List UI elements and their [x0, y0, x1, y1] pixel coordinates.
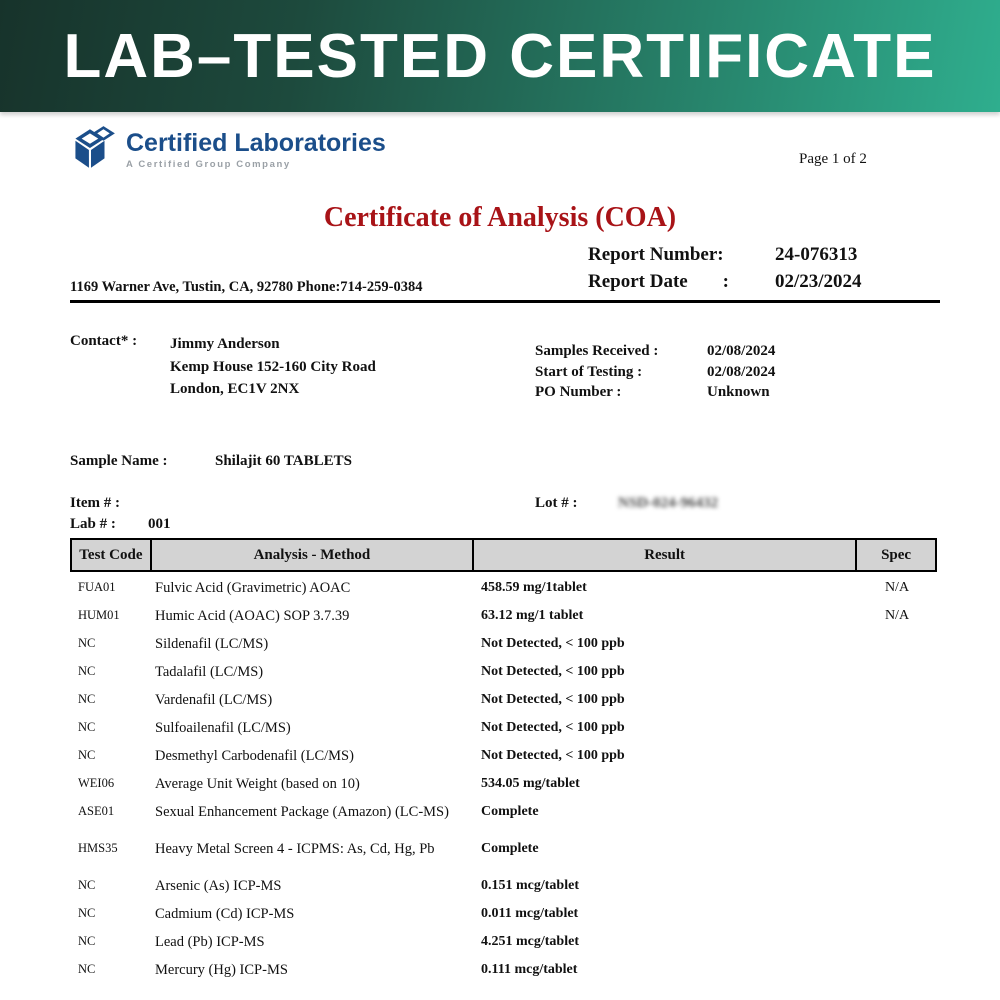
table-row — [70, 902, 937, 930]
start-of-testing-label: Start of Testing : — [535, 363, 643, 380]
cell-test-code: NC — [78, 636, 96, 650]
sample-name-label: Sample Name : — [70, 453, 168, 469]
item-number-label: Item # : — [70, 495, 120, 511]
start-of-testing-value: 02/08/2024 — [707, 363, 776, 380]
cell-result: Not Detected, < 100 ppb — [481, 636, 625, 651]
po-number-row — [535, 382, 775, 403]
table-row — [70, 800, 937, 828]
lab-number-label: Lab # : — [70, 516, 116, 532]
cell-spec: N/A — [884, 580, 910, 595]
results-table — [70, 538, 937, 986]
table-row — [70, 874, 937, 902]
cell-test-code: HMS35 — [78, 841, 118, 855]
cell-test-code: WEI06 — [78, 776, 115, 790]
report-info-block — [588, 241, 940, 295]
samples-received-row — [535, 341, 775, 362]
cell-test-code: ASE01 — [78, 804, 115, 818]
company-logo — [64, 124, 386, 179]
table-row — [70, 632, 937, 660]
logo-tagline: A Certified Group Company — [126, 159, 291, 170]
start-of-testing-row — [535, 362, 775, 383]
sample-name-row — [70, 453, 352, 470]
cell-test-code: NC — [78, 664, 96, 678]
lot-number-label: Lot # : — [535, 495, 578, 511]
po-number-value: Unknown — [707, 384, 770, 400]
cell-result: Complete — [481, 804, 539, 819]
table-row — [70, 660, 937, 688]
cell-analysis-method: Arsenic (As) ICP-MS — [155, 878, 282, 894]
cell-result: 0.111 mcg/tablet — [481, 962, 578, 977]
cell-analysis-method: Average Unit Weight (based on 10) — [155, 776, 360, 792]
cell-result: 4.251 mcg/tablet — [481, 934, 579, 949]
table-row — [70, 744, 937, 772]
cell-test-code: NC — [78, 720, 96, 734]
cell-analysis-method: Fulvic Acid (Gravimetric) AOAC — [155, 580, 351, 596]
cell-result: 0.011 mcg/tablet — [481, 906, 579, 921]
logo-text — [126, 124, 386, 170]
cell-test-code: NC — [78, 962, 96, 976]
contact-name: Jimmy Anderson — [170, 336, 280, 352]
table-row — [70, 688, 937, 716]
cell-spec: N/A — [884, 608, 910, 623]
lab-number-value: 001 — [148, 516, 171, 532]
table-row — [70, 837, 937, 865]
results-table-body — [70, 576, 937, 986]
cell-analysis-method: Humic Acid (AOAC) SOP 3.7.39 — [155, 608, 350, 624]
header-result: Result — [474, 540, 857, 570]
header-test-code: Test Code — [72, 540, 152, 570]
horizontal-rule — [70, 300, 940, 303]
lot-number-value-redacted: NSD-024-96432 — [618, 495, 718, 511]
cell-analysis-method: Sulfoailenafil (LC/MS) — [155, 720, 291, 736]
cell-analysis-method: Heavy Metal Screen 4 - ICPMS: As, Cd, Hg, Pb — [155, 841, 435, 857]
lab-tested-banner — [0, 0, 1000, 112]
certified-laboratories-cubes-icon — [64, 124, 126, 179]
certificate-title: Certificate of Analysis (COA) — [323, 202, 677, 233]
report-number-value: 24-076313 — [775, 244, 858, 265]
cell-analysis-method: Tadalafil (LC/MS) — [155, 664, 264, 680]
cell-result: Not Detected, < 100 ppb — [481, 692, 625, 707]
cell-analysis-method: Sildenafil (LC/MS) — [155, 636, 269, 652]
lab-address: 1169 Warner Ave, Tustin, CA, 92780 Phone:714-259-0384 — [70, 279, 423, 295]
cell-analysis-method: Cadmium (Cd) ICP-MS — [155, 906, 295, 922]
contact-block — [70, 333, 376, 401]
logo-company-name: Certified Laboratories — [126, 129, 386, 157]
cell-test-code: NC — [78, 934, 96, 948]
cell-test-code: FUA01 — [78, 580, 116, 594]
cell-analysis-method: Lead (Pb) ICP-MS — [155, 934, 265, 950]
contact-address-line1: Kemp House 152-160 City Road — [170, 358, 376, 375]
cell-analysis-method: Desmethyl Carbodenafil (LC/MS) — [155, 748, 354, 764]
report-date-value: 02/23/2024 — [775, 271, 862, 292]
cell-test-code: NC — [78, 878, 96, 892]
cell-result: Not Detected, < 100 ppb — [481, 748, 625, 763]
cell-result: 534.05 mg/tablet — [481, 776, 580, 791]
cell-test-code: HUM01 — [78, 608, 120, 622]
table-row — [70, 930, 937, 958]
samples-received-label: Samples Received : — [535, 343, 659, 359]
cell-result: 458.59 mg/1tablet — [481, 580, 587, 595]
cell-test-code: NC — [78, 692, 96, 706]
sample-name-value: Shilajit 60 TABLETS — [215, 453, 352, 469]
cell-result: Not Detected, < 100 ppb — [481, 664, 625, 679]
cell-test-code: NC — [78, 748, 96, 762]
table-row — [70, 576, 937, 604]
cell-analysis-method: Vardenafil (LC/MS) — [155, 692, 273, 708]
cell-result: Complete — [481, 841, 539, 856]
contact-address-line2: London, EC1V 2NX — [170, 381, 300, 397]
samples-received-value: 02/08/2024 — [707, 343, 776, 359]
contact-details — [170, 333, 376, 401]
cell-result: 63.12 mg/1 tablet — [481, 608, 584, 623]
cell-result: 0.151 mcg/tablet — [481, 878, 579, 893]
header-spec: Spec — [881, 546, 912, 563]
banner-title: LAB–TESTED CERTIFICATE — [63, 21, 937, 91]
cell-analysis-method: Sexual Enhancement Package (Amazon) (LC-MS) — [155, 804, 449, 820]
contact-label: Contact* : — [70, 333, 138, 349]
table-row — [70, 772, 937, 800]
lab-number-row — [70, 516, 171, 533]
intake-block — [535, 341, 775, 403]
cell-result: Not Detected, < 100 ppb — [481, 720, 625, 735]
table-row — [70, 716, 937, 744]
po-number-label: PO Number : — [535, 384, 622, 400]
table-row — [70, 958, 937, 986]
page-indicator: Page 1 of 2 — [799, 151, 867, 167]
cell-test-code: NC — [78, 906, 96, 920]
report-number-label: Report Number: — [588, 244, 724, 265]
table-row — [70, 604, 937, 632]
header-analysis-method: Analysis - Method — [152, 540, 474, 570]
report-number-row — [588, 241, 940, 268]
results-table-header — [70, 538, 937, 572]
report-date-row — [588, 268, 940, 295]
cell-analysis-method: Mercury (Hg) ICP-MS — [155, 962, 288, 978]
report-date-label: Report Date : — [588, 271, 729, 292]
